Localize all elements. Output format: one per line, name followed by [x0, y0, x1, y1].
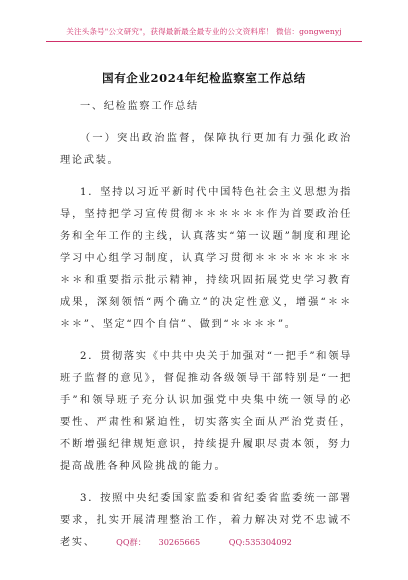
qq-number: QQ:535304092 — [228, 537, 292, 547]
paragraph-3: 3．按照中央纪委国家监委和省纪委省监委统一部署要求，扎实开展清理整治工作，着力解决对党不忠诚不老实、 — [60, 493, 352, 548]
document-title: 国有企业2024年纪检监察室工作总结 — [102, 71, 306, 85]
paragraph-1: 1．坚持以习近平新时代中国特色社会主义思想为指导，坚持把学习宣传贯彻＊＊＊＊＊＊作为首要政治任务和全年工作的主线，认真落实“第一议题”制度和理论学习中心组学习制度，认真学习贯彻＊＊＊＊＊＊＊＊＊＊和重要指示批示精神，持续巩固拓展党史学习教育成果，深刻领悟“两个确立”的决定性意义，增强“＊＊＊＊”、坚定“四个自信”、做到“＊＊＊＊”。 — [60, 187, 352, 330]
footer-contact — [0, 537, 408, 548]
qq-group-number: QQ群： 30265665 — [116, 537, 201, 547]
header-note: 关注头条号"公文研究"，获得最新最全最专业的公文资料库！ 微信：gongwenyj — [66, 27, 342, 36]
paragraph-subheading: （一）突出政治监督，保障执行更加有力强化政治理论武装。 — [60, 133, 352, 166]
document-body — [60, 96, 352, 564]
paragraph-2: 2．贯彻落实《中共中央关于加强对“一把手”和领导班子监督的意见》，督促推动各级领导干部特别是“一把手”和领导班子充分认识加强党中央集中统一领导的必要性、严肃性和紧迫性，切实落实全面从严治党责任，不断增强纪律规矩意识，持续提升履职尽责本领，努力提高战胜各种风险挑战的能力。 — [60, 351, 352, 472]
section-heading: 一、纪检监察工作总结 — [80, 101, 199, 112]
header-divider — [46, 41, 362, 42]
